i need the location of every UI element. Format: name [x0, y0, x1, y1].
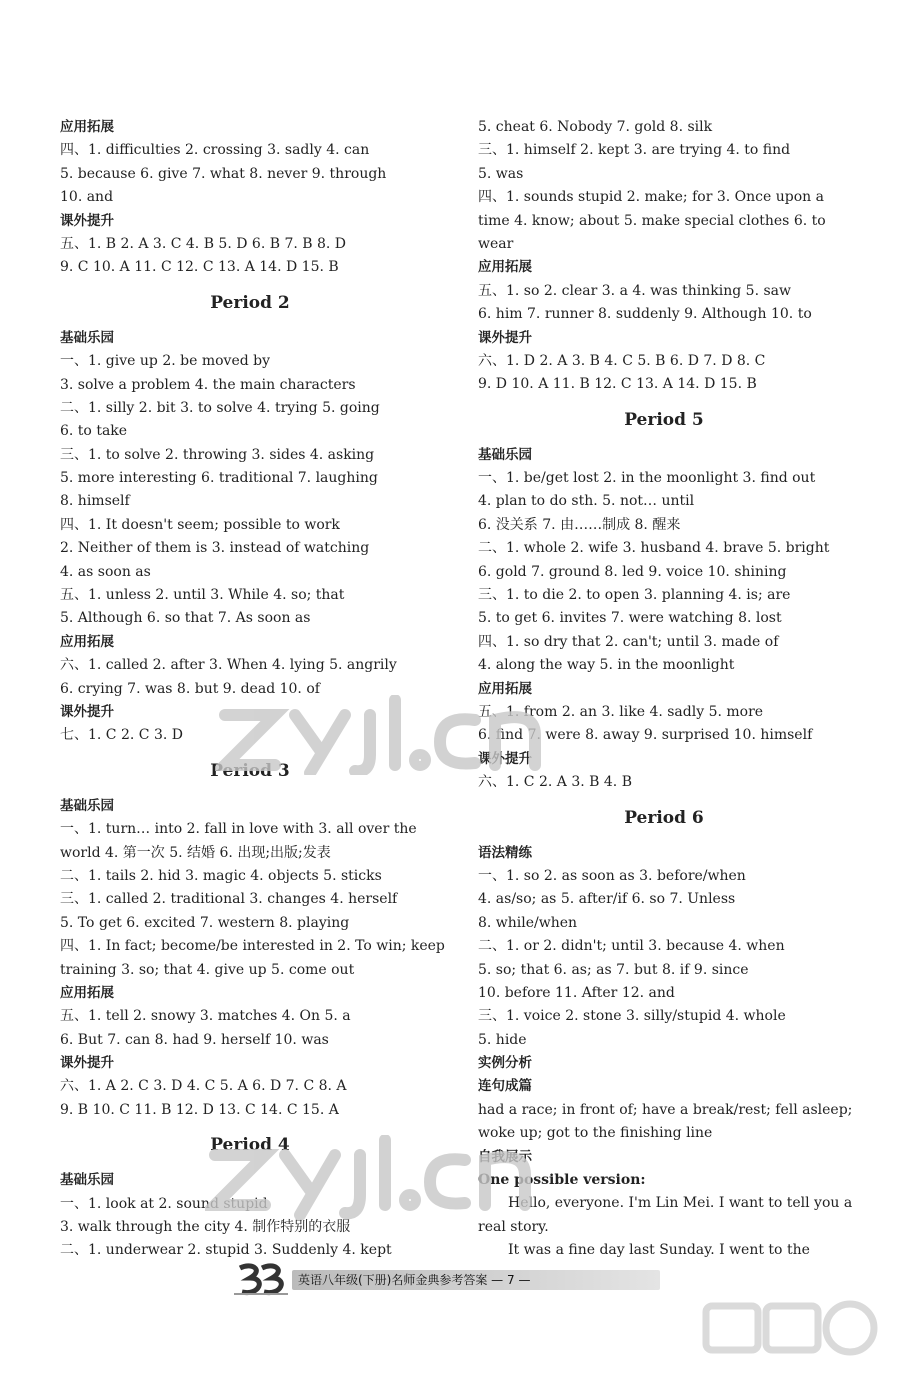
answer-line: 三、1. called 2. traditional 3. changes 4. herself: [60, 891, 398, 908]
answer-line: 5. to get 6. invites 7. were watching 8. lost: [478, 610, 782, 627]
answer-line: 9. D 10. A 11. B 12. C 13. A 14. D 15. B: [478, 376, 757, 393]
right-answer-column: [478, 116, 853, 1263]
answer-line: 一、1. give up 2. be moved by: [60, 353, 271, 370]
page-footer: [230, 1262, 660, 1298]
answer-line: 4. as soon as: [60, 563, 151, 580]
answer-line: 一、1. so 2. as soon as 3. before/when: [478, 867, 746, 884]
section-heading: 基础乐园: [60, 329, 114, 346]
answer-line: 七、1. C 2. C 3. D: [60, 727, 183, 744]
section-heading: 课外提升: [60, 1055, 114, 1072]
section-heading: 课外提升: [478, 750, 532, 767]
answer-line: 6. 没关系 7. 由……制成 8. 醒来: [478, 516, 681, 533]
answer-line: 四、1. It doesn't seem; possible to work: [60, 516, 340, 533]
answer-line: 5. more interesting 6. traditional 7. laughing: [60, 470, 378, 487]
answer-line: 一、1. look at 2. sound stupid: [60, 1195, 268, 1212]
answer-line: 5. because 6. give 7. what 8. never 9. through: [60, 165, 387, 182]
section-heading: 课外提升: [478, 329, 532, 346]
section-heading: 自我展示: [478, 1148, 532, 1165]
answer-line: 五、1. unless 2. until 3. While 4. so; that: [60, 587, 345, 604]
answer-line: 3. solve a problem 4. the main characters: [60, 376, 356, 393]
answer-line: 5. was: [478, 165, 524, 182]
answer-line: 10. before 11. After 12. and: [478, 984, 675, 1001]
section-heading: 应用拓展: [478, 259, 532, 276]
answer-line: 6. gold 7. ground 8. led 9. voice 10. shining: [478, 563, 787, 580]
answer-line: 二、1. silly 2. bit 3. to solve 4. trying 5. going: [60, 399, 380, 416]
answer-line: 三、1. himself 2. kept 3. are trying 4. to find: [478, 142, 791, 159]
answer-line: 2. Neither of them is 3. instead of watching: [60, 540, 370, 557]
answer-line: real story.: [478, 1218, 549, 1235]
answer-line: 六、1. C 2. A 3. B 4. B: [478, 774, 632, 791]
answer-line: world 4. 第一次 5. 结婚 6. 出现;出版;发表: [60, 844, 331, 861]
answer-line: 三、1. voice 2. stone 3. silly/stupid 4. whole: [478, 1008, 786, 1025]
section-heading: 课外提升: [60, 703, 114, 720]
answer-line: 3. walk through the city 4. 制作特别的衣服: [60, 1219, 351, 1236]
answer-line: 六、1. A 2. C 3. D 4. C 5. A 6. D 7. C 8. A: [60, 1078, 347, 1095]
section-heading: 应用拓展: [60, 984, 114, 1001]
answer-line: 五、1. so 2. clear 3. a 4. was thinking 5. saw: [478, 282, 791, 299]
answer-line: 4. plan to do sth. 5. not… until: [478, 493, 695, 510]
answer-line: 5. Although 6. so that 7. As soon as: [60, 610, 311, 627]
answer-line: training 3. so; that 4. give up 5. come out: [60, 961, 355, 978]
answer-line: It was a fine day last Sunday. I went to the: [508, 1242, 810, 1259]
section-heading: 基础乐园: [60, 797, 114, 814]
answer-line: 一、1. turn… into 2. fall in love with 3. all over the: [60, 821, 417, 838]
watermark-stamp-icon: [700, 1300, 885, 1385]
section-heading: 基础乐园: [60, 1172, 114, 1189]
answer-line: 六、1. called 2. after 3. When 4. lying 5. angrily: [60, 657, 397, 674]
answer-line: 二、1. tails 2. hid 3. magic 4. objects 5. sticks: [60, 867, 382, 884]
answer-line: 9. C 10. A 11. C 12. C 13. A 14. D 15. B: [60, 259, 339, 276]
answer-line: 五、1. from 2. an 3. like 4. sadly 5. more: [478, 703, 764, 720]
section-heading: 应用拓展: [478, 680, 532, 697]
section-heading: 基础乐园: [478, 446, 532, 463]
answer-line: 5. To get 6. excited 7. western 8. playing: [60, 914, 350, 931]
section-heading: 连句成篇: [478, 1078, 532, 1095]
answer-line: 五、1. B 2. A 3. C 4. B 5. D 6. B 7. B 8. D: [60, 235, 347, 252]
answer-line: 6. But 7. can 8. had 9. herself 10. was: [60, 1031, 329, 1048]
section-heading: 实例分析: [478, 1055, 532, 1072]
left-answer-column: [60, 116, 445, 1263]
answer-line: 二、1. or 2. didn't; until 3. because 4. when: [478, 938, 785, 955]
section-heading: 应用拓展: [60, 119, 114, 135]
answer-line: had a race; in front of; have a break/rest; fell asleep;: [478, 1101, 853, 1118]
section-heading: 语法精练: [478, 844, 532, 861]
section-heading: 课外提升: [60, 212, 114, 229]
answer-line: 四、1. In fact; become/be interested in 2. To win; keep: [60, 938, 445, 955]
answer-line: 8. while/when: [478, 914, 578, 931]
answer-line: 9. B 10. C 11. B 12. D 13. C 14. C 15. A: [60, 1101, 339, 1118]
footer-title: 英语八年级(下册)名师金典参考答案 — 7 —: [292, 1270, 660, 1290]
answer-line: 6. crying 7. was 8. but 9. dead 10. of: [60, 680, 320, 697]
answer-line: 10. and: [60, 189, 114, 206]
answer-line: 三、1. to die 2. to open 3. planning 4. is; are: [478, 587, 791, 604]
answer-line: One possible version:: [478, 1172, 646, 1189]
answer-line: woke up; got to the finishing line: [478, 1125, 713, 1142]
answer-line: 6. find 7. were 8. away 9. surprised 10. himself: [478, 727, 813, 744]
period-heading: Period 5: [624, 409, 704, 430]
answer-line: 六、1. D 2. A 3. B 4. C 5. B 6. D 7. D 8. C: [478, 352, 766, 369]
answer-line: Hello, everyone. I'm Lin Mei. I want to tell you a: [508, 1195, 853, 1212]
answer-line: 五、1. tell 2. snowy 3. matches 4. On 5. a: [60, 1008, 351, 1025]
answer-line: 四、1. sounds stupid 2. make; for 3. Once upon a: [478, 189, 824, 206]
period-heading: Period 2: [210, 292, 290, 313]
answer-line: 5. so; that 6. as; as 7. but 8. if 9. since: [478, 961, 749, 978]
answer-line: 8. himself: [60, 493, 130, 510]
answer-line: 5. cheat 6. Nobody 7. gold 8. silk: [478, 119, 713, 135]
answer-line: 4. as/so; as 5. after/if 6. so 7. Unless: [478, 891, 736, 908]
answer-line: 一、1. be/get lost 2. in the moonlight 3. find out: [478, 470, 816, 487]
answer-line: 5. hide: [478, 1031, 527, 1048]
brand-logo-icon: [230, 1262, 292, 1298]
answer-line: 三、1. to solve 2. throwing 3. sides 4. asking: [60, 446, 375, 463]
answer-line: 四、1. so dry that 2. can't; until 3. made of: [478, 633, 779, 650]
answer-line: 6. to take: [60, 423, 128, 440]
period-heading: Period 6: [624, 807, 704, 828]
answer-line: wear: [478, 235, 514, 252]
period-heading: Period 3: [210, 760, 290, 781]
section-heading: 应用拓展: [60, 633, 114, 650]
answer-line: 二、1. underwear 2. stupid 3. Suddenly 4. kept: [60, 1242, 392, 1259]
answer-line: 四、1. difficulties 2. crossing 3. sadly 4. can: [60, 142, 370, 159]
answer-line: 二、1. whole 2. wife 3. husband 4. brave 5. bright: [478, 540, 830, 557]
answer-line: 6. him 7. runner 8. suddenly 9. Although 10. to: [478, 306, 812, 323]
answer-line: time 4. know; about 5. make special clothes 6. to: [478, 212, 826, 229]
period-heading: Period 4: [210, 1135, 290, 1156]
answer-line: 4. along the way 5. in the moonlight: [478, 657, 735, 674]
